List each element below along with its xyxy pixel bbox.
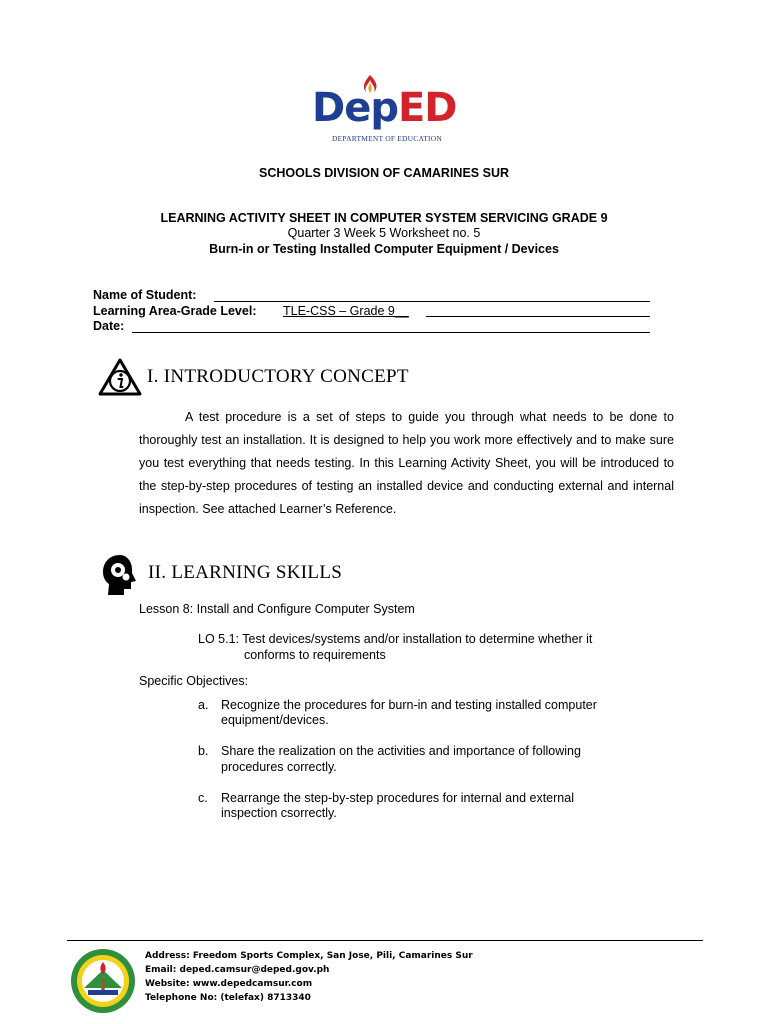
area-grade-value: TLE-CSS – Grade 9__ bbox=[283, 304, 409, 318]
objective-item-cont: equipment/devices. bbox=[221, 713, 329, 727]
lo-line-1: LO 5.1: Test devices/systems and/or installation to determine whether it bbox=[198, 632, 593, 646]
objective-item-cont: inspection csorrectly. bbox=[221, 806, 337, 820]
area-grade-line bbox=[426, 304, 650, 317]
student-name-line[interactable] bbox=[214, 289, 650, 302]
objective-item-cont: procedures correctly. bbox=[221, 760, 337, 774]
area-grade-label: Learning Area-Grade Level: bbox=[93, 304, 257, 318]
objective-marker: a. bbox=[198, 698, 209, 712]
objective-item: Rearrange the step-by-step procedures for internal and external bbox=[221, 791, 574, 805]
footer-email[interactable]: Email: deped.camsur@deped.gov.ph bbox=[145, 965, 330, 975]
division-seal-icon bbox=[70, 948, 136, 1014]
date-label: Date: bbox=[93, 319, 125, 333]
objectives-label: Specific Objectives: bbox=[139, 674, 249, 688]
sheet-title: LEARNING ACTIVITY SHEET IN COMPUTER SYSTEM SERVICING GRADE 9 bbox=[160, 211, 608, 225]
date-line[interactable] bbox=[132, 320, 650, 333]
objective-item: Share the realization on the activities and importance of following bbox=[221, 744, 581, 758]
section-skills-title: II. LEARNING SKILLS bbox=[148, 562, 343, 583]
footer-telephone: Telephone No: (telefax) 8713340 bbox=[145, 993, 311, 1003]
student-name-label: Name of Student: bbox=[93, 288, 197, 302]
objective-marker: c. bbox=[198, 791, 208, 805]
division-heading: SCHOOLS DIVISION OF CAMARINES SUR bbox=[258, 166, 510, 180]
deped-logo bbox=[312, 74, 462, 152]
objective-marker: b. bbox=[198, 744, 209, 758]
head-gears-icon bbox=[100, 553, 142, 597]
quarter-line: Quarter 3 Week 5 Worksheet no. 5 bbox=[287, 226, 481, 240]
topic-line: Burn-in or Testing Installed Computer Equipment / Devices bbox=[209, 242, 559, 256]
deped-wordmark: DepED bbox=[312, 85, 457, 131]
section-intro-title: I. INTRODUCTORY CONCEPT bbox=[147, 366, 409, 387]
lesson-line: Lesson 8: Install and Configure Computer System bbox=[139, 602, 415, 616]
objective-item: Recognize the procedures for burn-in and testing installed computer bbox=[221, 698, 597, 712]
lo-line-2: conforms to requirements bbox=[244, 648, 386, 662]
info-warning-icon bbox=[97, 357, 143, 397]
footer-divider bbox=[67, 940, 703, 941]
deped-tagline: DEPARTMENT OF EDUCATION bbox=[332, 134, 442, 143]
intro-paragraph: A test procedure is a set of steps to guide you through what needs to be done to thoroughly test an installation. It is designed to help you work more effectively and to make sure you test everything that needs testing. In this Learning Activity Sheet, you will be introduced to the step-by-step procedures of testing an installed device and conducting external and internal inspection. See attached Learner’s Reference. bbox=[139, 410, 674, 516]
footer-website[interactable]: Website: www.depedcamsur.com bbox=[145, 979, 313, 989]
footer-address: Address: Freedom Sports Complex, San Jose, Pili, Camarines Sur bbox=[145, 951, 473, 961]
